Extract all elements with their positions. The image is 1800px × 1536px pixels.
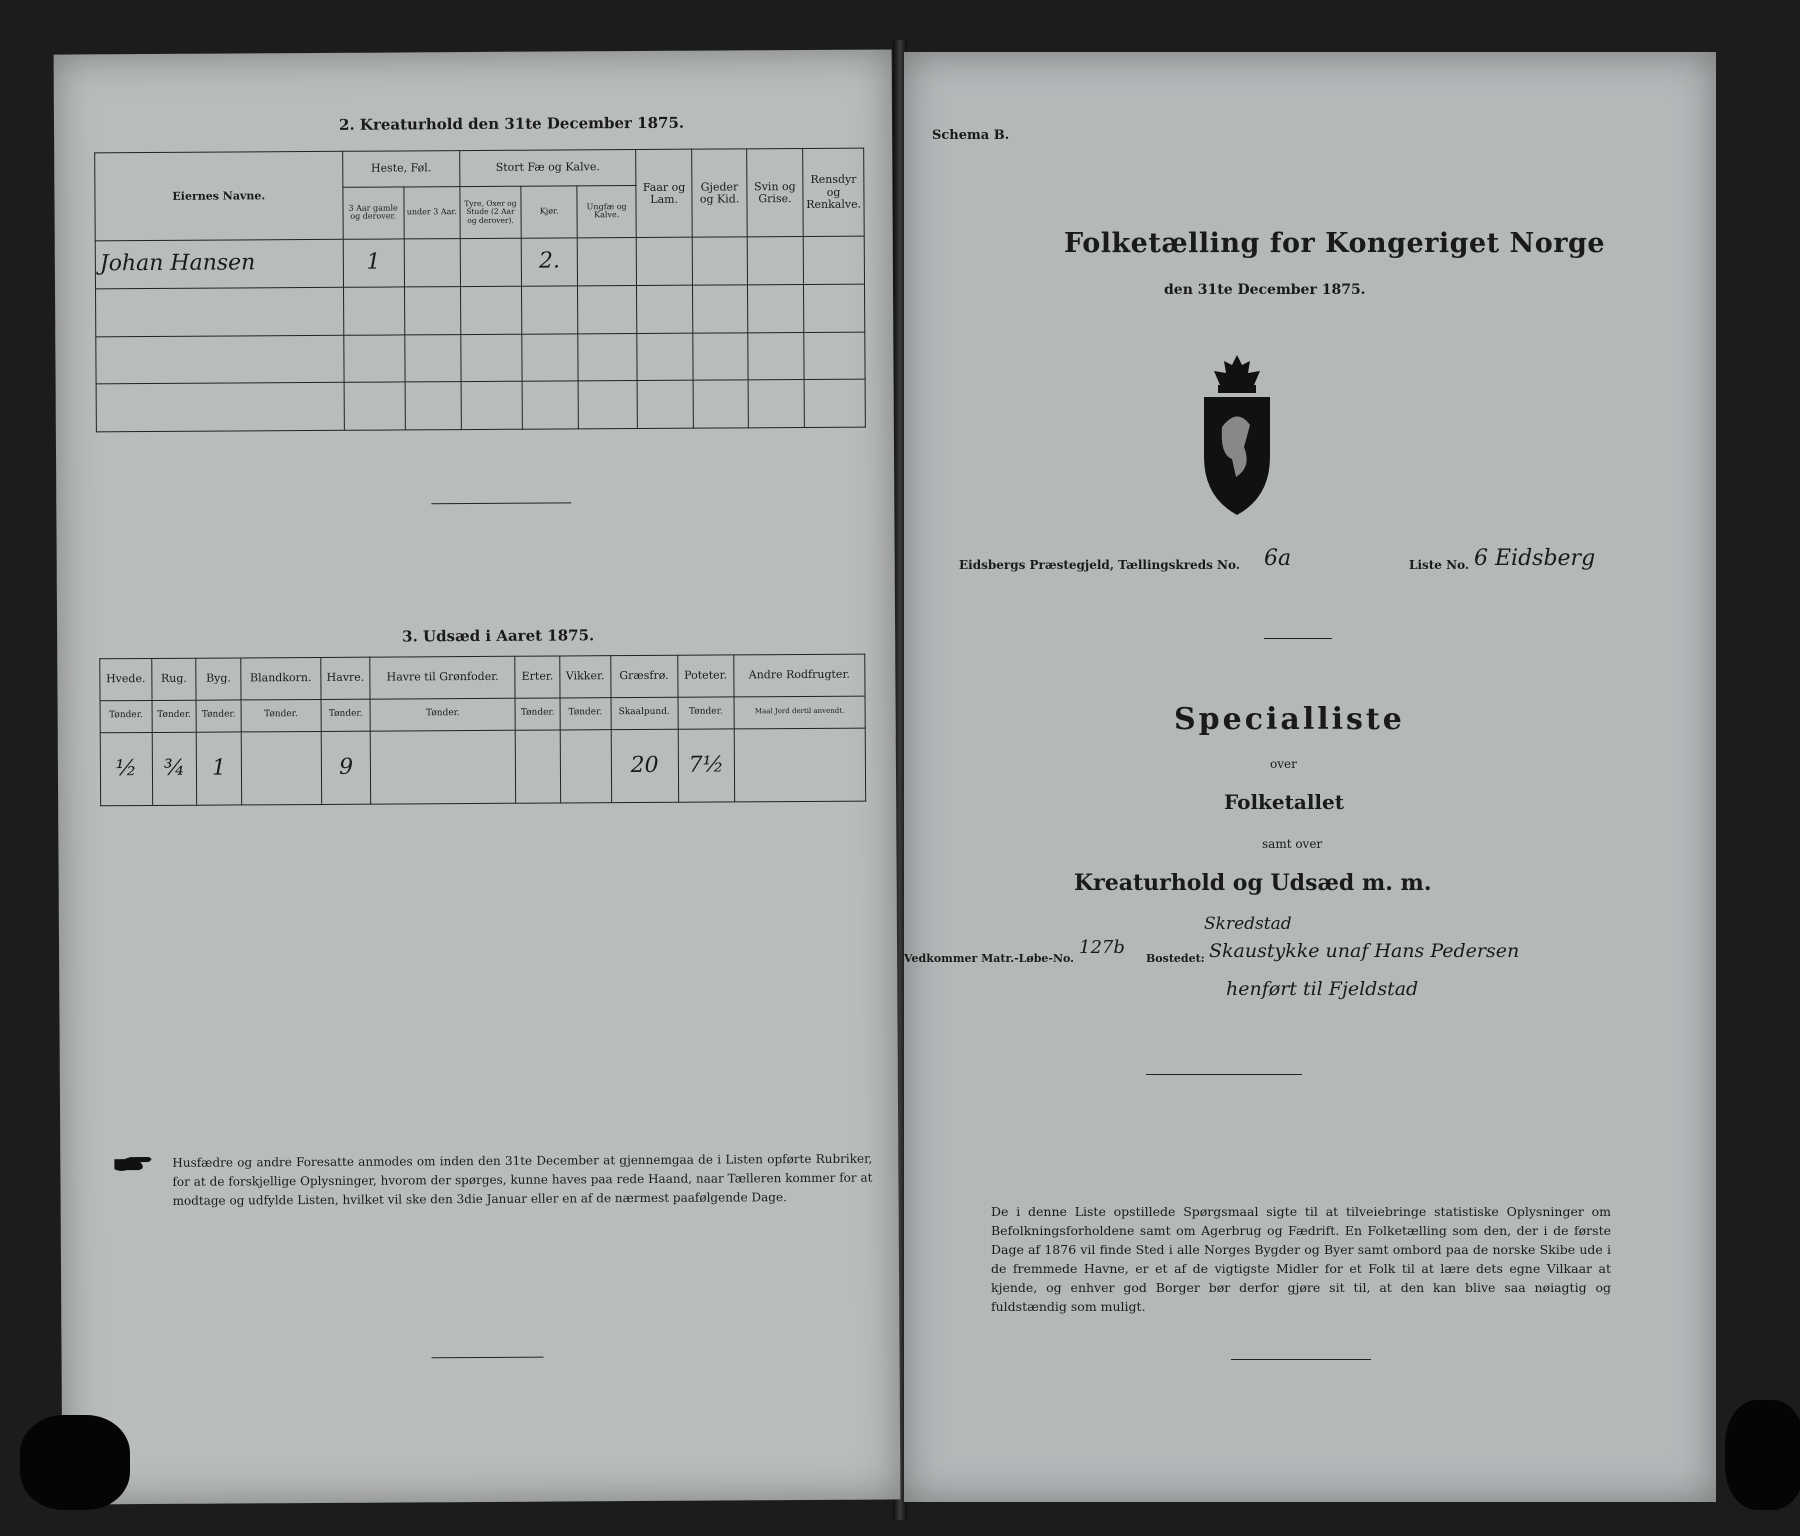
empty-cell (693, 332, 748, 380)
udsaed-value-cell (152, 732, 197, 806)
udsaed-header-cell: Havre. (321, 657, 371, 699)
udsaed-value-cell (241, 731, 321, 805)
sub-header-tyre: Tyre, Oxer og Stude (2 Aar og derover). (460, 186, 521, 239)
udsaed-value-cell (516, 729, 561, 803)
row1-heste-old (343, 239, 404, 287)
empty-cell (747, 284, 804, 332)
row1-heste-old-value: 1 (366, 250, 381, 276)
udsaed-header-cell: Vikker. (560, 656, 611, 698)
empty-cell (637, 333, 694, 381)
udsaed-value-cell (611, 729, 678, 803)
samt-over-text: samt over (1262, 837, 1323, 851)
scan-shadow (1725, 1400, 1800, 1510)
bottom-rule (1231, 1359, 1371, 1360)
specialliste-heading: Specialliste (1174, 702, 1405, 737)
left-page (54, 49, 901, 1504)
row1-cell (693, 237, 748, 285)
empty-cell (96, 335, 344, 384)
liste-label: Liste No. (1409, 558, 1470, 572)
udsaed-value-cell (321, 731, 371, 805)
udsaed-unit-cell: Tønder. (370, 698, 515, 730)
udsaed-value-cell (197, 731, 242, 805)
empty-cell (637, 380, 694, 428)
purpose-paragraph: De i denne Liste opstillede Spørgsmaal sigte til at tilveiebringe statistiske Oplysninger om Befolkningsforholdene samt om Agerbrug og Fædrift. En Folketælling som den, der i de første Dage af 1876 vil finde Sted i alle Norges Bygder og Byer samt ombord paa de norske Skibe ude i de fremmede Havne, er et af de vigtigste Midler for et Folk til at lære dets egne Vilkaar at kjende, og enhver god Borger bør derfor gjøre sit til, at den kan blive saa nøiagtig og fuldstændig som muligt. (991, 1204, 1611, 1314)
udsaed-header-cell: Havre til Grønfoder. (370, 656, 515, 699)
row1-cell (578, 238, 637, 286)
udsaed-value-cell (678, 728, 735, 802)
udsaed-unit-cell: Maal Jord dertil anvendt. (734, 696, 865, 728)
udsaed-value: ¾ (163, 755, 186, 781)
empty-cell (461, 334, 522, 382)
row1-cell (747, 237, 804, 285)
empty-cell (522, 381, 579, 429)
udsaed-value: 1 (211, 755, 227, 781)
col-group-stort-fae: Stort Fæ og Kalve. (460, 150, 636, 187)
over-text: over (1270, 757, 1297, 771)
udsaed-value-cell (371, 730, 516, 804)
empty-cell (636, 285, 693, 333)
bottom-rule (432, 1357, 544, 1359)
udsaed-unit-cell: Tønder. (241, 699, 321, 731)
empty-cell (578, 381, 637, 429)
mid-rule (1146, 1074, 1302, 1075)
row1-cell (404, 239, 461, 287)
right-page (904, 52, 1716, 1502)
empty-cell (522, 333, 579, 381)
empty-cell (578, 285, 637, 333)
udsaed-header-cell: Hvede. (100, 658, 152, 700)
empty-cell (578, 333, 637, 381)
empty-cell (521, 286, 578, 334)
udsaed-table (99, 654, 866, 807)
kreaturhold-table (94, 148, 866, 433)
udsaed-header-cell: Andre Rodfrugter. (734, 654, 865, 697)
udsaed-header-cell: Erter. (515, 656, 560, 698)
liste-value: 6 Eidsberg (1474, 546, 1596, 571)
empty-cell (405, 382, 462, 430)
row1-kjor (521, 238, 578, 286)
udsaed-value: 20 (630, 752, 659, 778)
empty-cell (694, 380, 749, 428)
udsaed-header-cell: Græsfrø. (610, 655, 677, 697)
empty-cell (804, 332, 865, 380)
empty-cell (748, 332, 805, 380)
scan-shadow (20, 1415, 130, 1510)
row1-owner-name (95, 240, 343, 289)
schema-label: Schema B. (932, 128, 1010, 143)
empty-cell (693, 285, 748, 333)
row1-cell (636, 237, 693, 285)
kreaturhold-heading: Kreaturhold og Udsæd m. m. (1074, 870, 1432, 896)
census-date: den 31te December 1875. (1164, 282, 1366, 298)
sub-header-ungfae: Ungfæ og Kalve. (577, 185, 636, 238)
udsaed-value: 9 (338, 754, 354, 780)
bosted-line1: Skredstad (1204, 914, 1292, 934)
bosted-line2: Skaustykke unaf Hans Pedersen (1209, 940, 1520, 962)
udsaed-value-cell (734, 728, 865, 802)
udsaed-unit-cell: Skaalpund. (611, 697, 678, 729)
sub-header-heste-old: 3 Aar gamle og derover. (343, 187, 404, 240)
sub-header-heste-young: under 3 Aar. (403, 186, 460, 239)
folketallet-heading: Folketallet (1224, 790, 1344, 814)
row1-cell (803, 236, 864, 284)
pointing-hand-icon (112, 1155, 140, 1173)
udsaed-unit-cell: Tønder. (560, 698, 611, 730)
divider-rule (431, 502, 571, 504)
udsaed-header-cell: Byg. (196, 658, 241, 700)
coat-of-arms-icon (1192, 347, 1282, 522)
empty-cell (804, 284, 865, 332)
empty-cell (461, 286, 522, 334)
matr-value: 127b (1079, 937, 1125, 958)
udsaed-unit-cell: Tønder. (152, 700, 197, 732)
col-header-faar: Faar og Lam. (636, 149, 693, 238)
udsaed-value: 7½ (688, 752, 724, 778)
udsaed-unit-cell: Tønder. (196, 700, 241, 732)
prestegjeld-label: Eidsbergs Præstegjeld, Tællingskreds No. (959, 558, 1240, 572)
census-title: Folketælling for Kongeriget Norge (1064, 228, 1606, 259)
empty-cell (343, 335, 404, 383)
udsaed-unit-cell: Tønder. (678, 697, 735, 729)
empty-cell (804, 379, 865, 427)
matr-label: Vedkommer Matr.-Løbe-No. (904, 952, 1074, 965)
empty-cell (404, 286, 461, 334)
row1-owner-name-text: Johan Hansen (99, 250, 256, 277)
empty-cell (748, 380, 805, 428)
empty-cell (344, 382, 405, 430)
col-header-rensdyr: Rensdyr og Renkalve. (803, 148, 864, 237)
col-header-svin: Svin og Grise. (746, 148, 803, 237)
udsaed-header-cell: Rug. (152, 658, 197, 700)
udsaed-value-cell (100, 732, 152, 806)
empty-cell (404, 334, 461, 382)
empty-cell (96, 287, 344, 336)
udsaed-header-cell: Poteter. (677, 655, 734, 697)
section2-title: 2. Kreaturhold den 31te December 1875. (338, 113, 685, 134)
bosted-label: Bostedet: (1146, 952, 1205, 965)
col-header-name: Eiernes Navne. (95, 151, 343, 241)
bosted-line3: henført til Fjeldstad (1226, 978, 1419, 1000)
udsaed-unit-cell: Tønder. (515, 698, 560, 730)
udsaed-header-cell: Blandkorn. (241, 657, 321, 699)
row1-cell (460, 238, 521, 286)
notice-paragraph: Husfædre og andre Foresatte anmodes om inden den 31te December at gjennemgaa de i Listen opførte Rubriker, for at de forskjellige Oplysninger, hvorom der spørges, kunne haves paa rede Haand, naar Tælleren kommer for at modtage og udfylde Listen, hvilket vil ske den 3die Januar eller en af de nærmest paafølgende Dage. (172, 1151, 873, 1208)
section3-title: 3. Udsæd i Aaret 1875. (402, 626, 595, 646)
col-group-heste: Heste, Føl. (342, 151, 460, 187)
col-header-gjeder: Gjeder og Kid. (692, 149, 747, 238)
udsaed-unit-cell: Tønder. (321, 699, 371, 731)
empty-cell (96, 383, 344, 432)
udsaed-value: ½ (115, 755, 138, 781)
short-rule (1264, 638, 1332, 639)
tellingskreds-value: 6a (1264, 546, 1292, 571)
sub-header-kjor: Kjør. (521, 186, 578, 239)
empty-cell (461, 381, 522, 429)
udsaed-unit-cell: Tønder. (100, 700, 152, 732)
empty-cell (343, 287, 404, 335)
udsaed-value-cell (560, 729, 611, 803)
row1-kjor-value: 2. (538, 248, 560, 275)
